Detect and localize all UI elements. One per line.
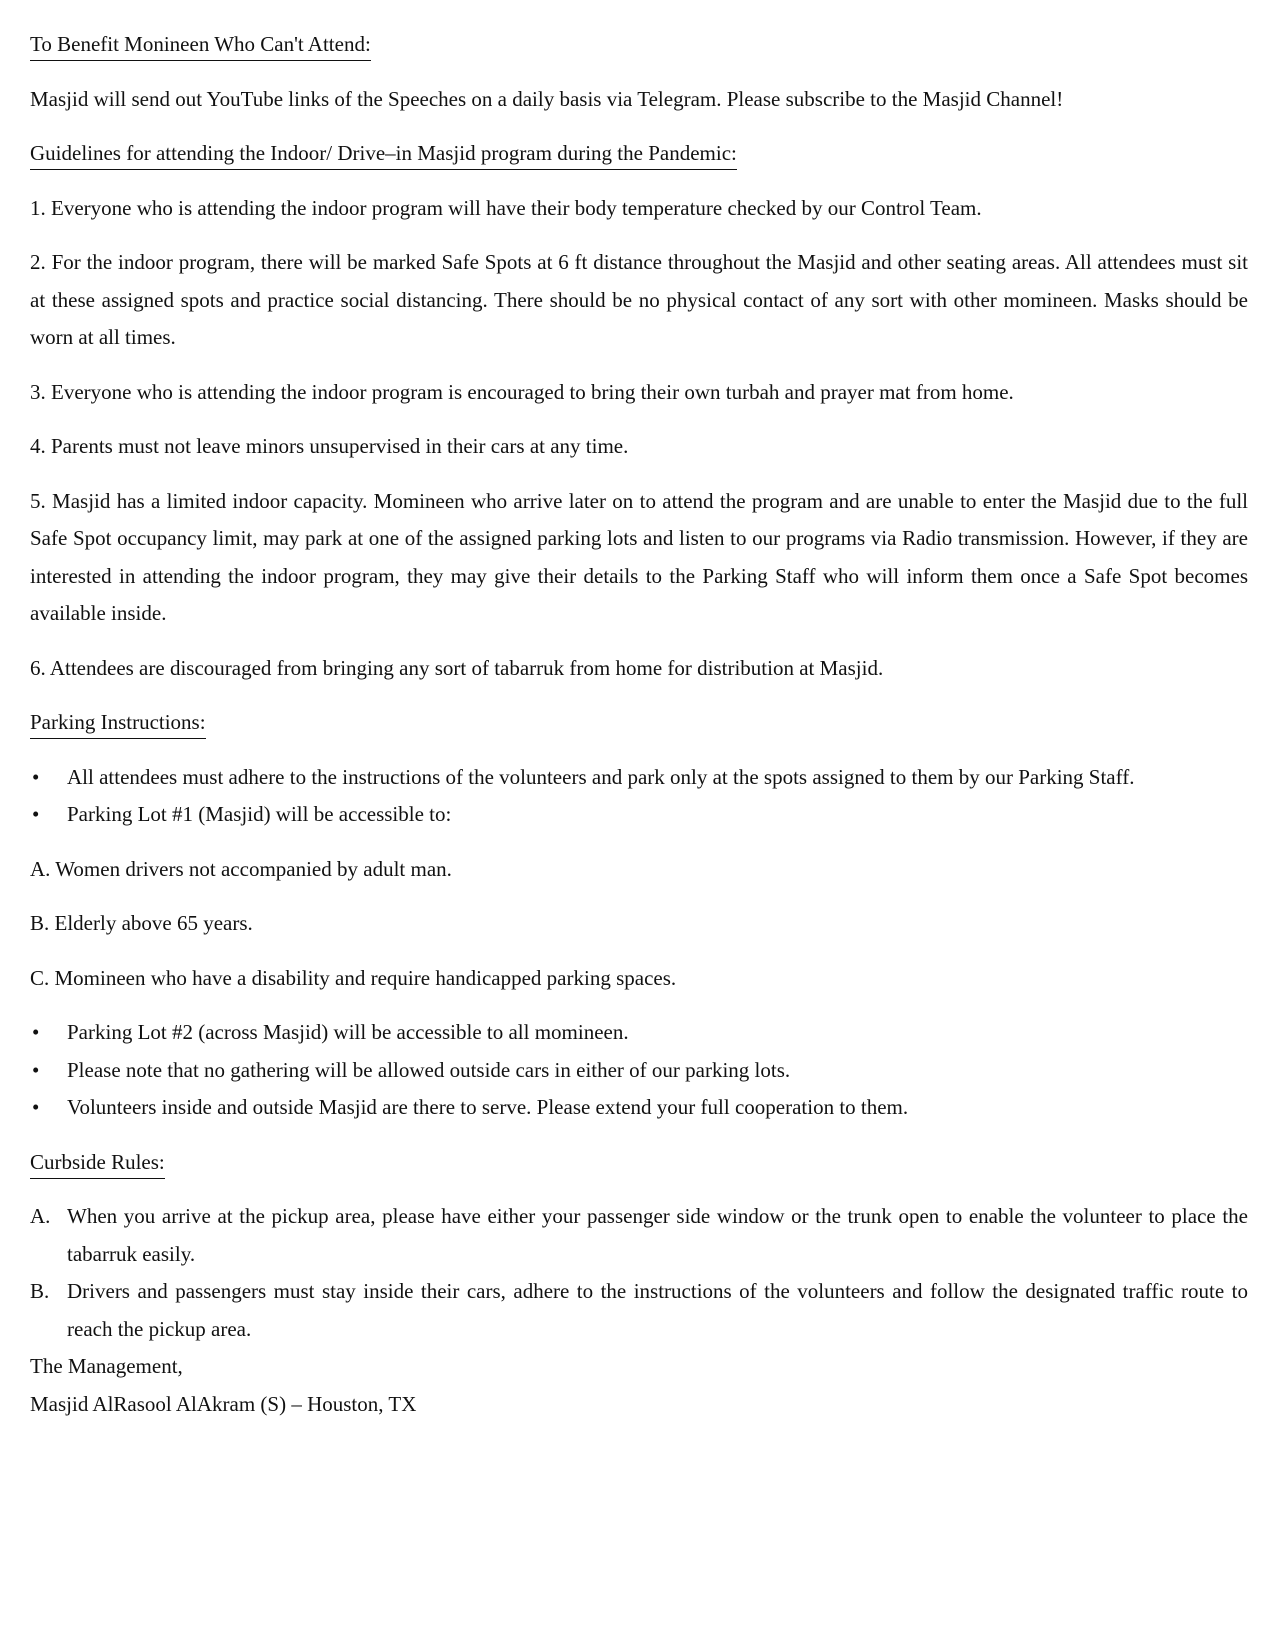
parking-lot1-item: C. Momineen who have a disability and require handicapped parking spaces. — [30, 965, 677, 990]
guideline-item: 6. Attendees are discouraged from bringing any sort of tabarruk from home for distribution at Masjid. — [30, 655, 884, 680]
curbside-heading-line — [30, 1144, 1248, 1182]
guideline-item: 3. Everyone who is attending the indoor program is encouraged to bring their own turbah and prayer mat from home. — [30, 379, 1014, 404]
parking-bullet — [30, 1052, 1248, 1090]
guideline-item: 4. Parents must not leave minors unsupervised in their cars at any time. — [30, 434, 629, 458]
parking-bullet — [30, 1089, 1248, 1127]
parking-bullet — [30, 796, 1248, 834]
document-page — [30, 26, 1248, 1423]
parking-lot1-item: B. Elderly above 65 years. — [30, 911, 253, 935]
curbside-rule-text: Drivers and passengers must stay inside their cars, adhere to the instructions of the volunteers and follow the designated traffic route to reach the pickup area. — [67, 1279, 1248, 1341]
curbside-rule — [30, 1198, 1248, 1273]
guidelines-heading-line — [30, 135, 1248, 173]
curbside-rule — [30, 1273, 1248, 1348]
bullet-icon: • — [32, 764, 40, 789]
bullet-icon: • — [32, 1095, 40, 1119]
guidelines-heading: Guidelines for attending the Indoor/ Drive–in Masjid program during the Pandemic: — [30, 138, 737, 170]
parking-bullet-text: Parking Lot #1 (Masjid) will be accessible to: — [67, 802, 452, 826]
guideline-item: 1. Everyone who is attending the indoor program will have their body temperature checked by our Control Team. — [30, 195, 982, 220]
signature-line: The Management, — [30, 1354, 183, 1378]
parking-bullet — [30, 759, 1248, 797]
curbside-rule-marker: A. — [30, 1204, 51, 1228]
curbside-rule-marker: B. — [30, 1279, 50, 1303]
parking-lot1-item: A. Women drivers not accompanied by adult man. — [30, 856, 452, 881]
parking-bullet — [30, 1014, 1248, 1052]
parking-bullet-text: Please note that no gathering will be allowed outside cars in either of our parking lots. — [67, 1057, 791, 1082]
signature-organization: Masjid AlRasool AlAkram (S) – Houston, TX — [30, 1391, 417, 1416]
bullet-icon: • — [32, 1020, 40, 1044]
parking-bullet-text: Volunteers inside and outside Masjid are there to serve. Please extend your full cooperation to them. — [67, 1095, 909, 1119]
curbside-heading: Curbside Rules: — [30, 1147, 165, 1179]
parking-bullet-text: All attendees must adhere to the instructions of the volunteers and park only at the spots assigned to them by our Parking Staff. — [67, 764, 1135, 789]
benefit-text: Masjid will send out YouTube links of the Speeches on a daily basis via Telegram. Please subscribe to the Masjid Channel! — [30, 86, 1064, 111]
parking-heading-line — [30, 704, 1248, 742]
bullet-icon: • — [32, 802, 40, 826]
parking-heading: Parking Instructions: — [30, 707, 206, 739]
benefit-heading: To Benefit Monineen Who Can't Attend: — [30, 29, 371, 61]
guideline-item: 5. Masjid has a limited indoor capacity. Momineen who arrive later on to attend the program and are unable to enter the Masjid due to the full Safe Spot occupancy limit, may park at one of the assigned parking lots and listen to our programs via Radio transmission. However, if they are interested in attending the indoor program, they may give their details to the Parking Staff who will inform them once a Safe Spot becomes available inside. — [30, 488, 1248, 625]
curbside-rule-text: When you arrive at the pickup area, please have either your passenger side window or the trunk open to enable the volunteer to place the tabarruk easily. — [67, 1204, 1248, 1266]
bullet-icon: • — [32, 1057, 40, 1082]
benefit-heading-line — [30, 26, 1248, 64]
parking-bullet-text: Parking Lot #2 (across Masjid) will be accessible to all momineen. — [67, 1020, 629, 1044]
guideline-item: 2. For the indoor program, there will be marked Safe Spots at 6 ft distance throughout the Masjid and other seating areas. All attendees must sit at these assigned spots and practice social distancing. There should be no physical contact of any sort with other momineen. Masks should be worn at all times. — [30, 250, 1248, 349]
